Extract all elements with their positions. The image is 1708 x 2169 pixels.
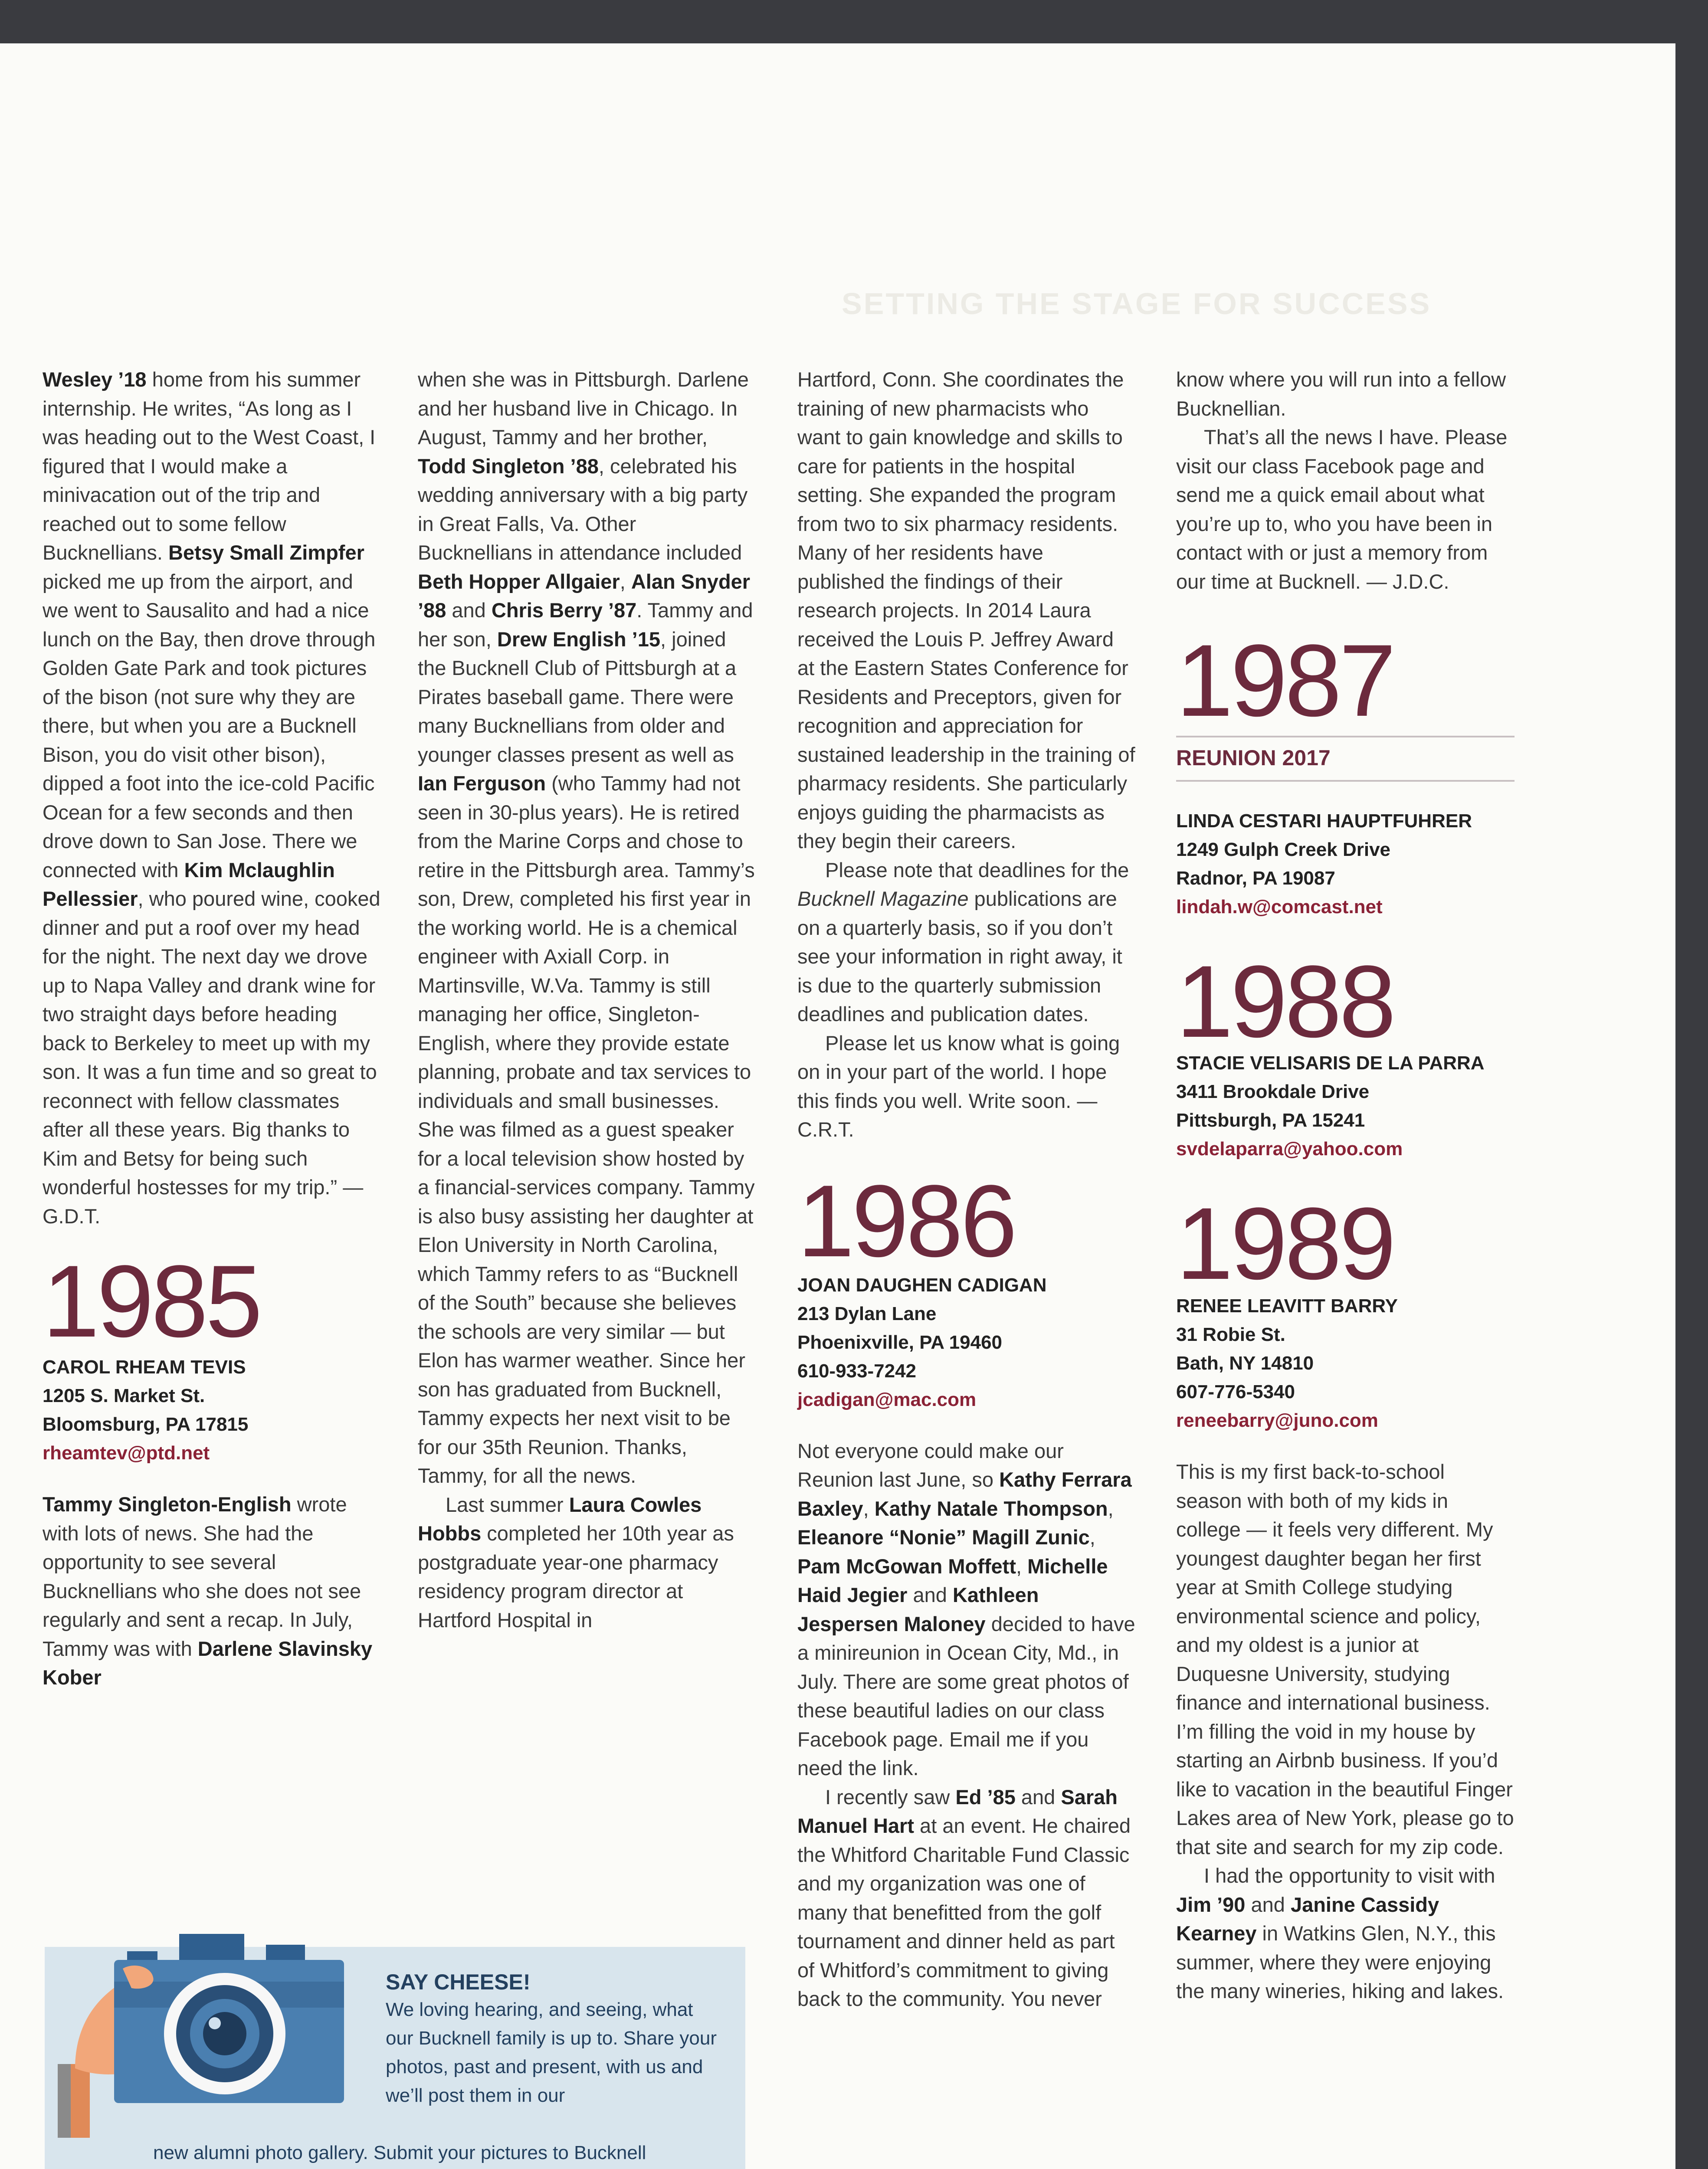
class-note: know where you will run into a fellow Bucknellian. <box>1176 368 1506 420</box>
class-note: This is my first back-to-school season with both of my kids in college — it feels very different. My youngest daughter began her first year at Smith College studying environmental science and policy, and my oldest is a junior at Duquesne University, studying finance and international business. I’m filling the void in my house by starting an Airbnb business. If you’d like to vacation in the beautiful Finger Lakes area of New York, please go to that site and search for my zip code. <box>1176 1460 1514 1858</box>
class-note: Please let us know what is going on in your part of the world. I hope this finds you well. Write soon. — C.R.T. <box>797 1031 1120 1141</box>
class-year-heading: 1987 <box>1176 623 1394 738</box>
class-note: That’s all the news I have. Please visit our class Facebook page and send me a quick email about what you’re up to, who you have been in contact with or just a memory from our time at Bucknell. — J.D.C. <box>1176 426 1508 593</box>
class-note-1984-end: Wesley ’18 home from his summer internship. He writes, “As long as I was heading out to the West Coast, I figured that I would make a minivacation out of the trip and reached out to some fellow Bucknellians. Betsy Small Zimpfer picked me up from the airport, and we went to Sausalito and had a nice lunch on the Bay, then drove through Golden Gate Park and took pictures of the bison (not sure why they are there, but when you are a Bucknell Bison, you do visit other bison), dipped a foot into the ice-cold Pacific Ocean for a few seconds and then drove down to San Jose. There we connected with Kim Mclaughlin Pellessier, who poured wine, cooked dinner and put a roof over my head for the night. The next day we drove up to Napa Valley and drank wine for two straight days before heading back to Berkeley to meet up with my son. It was a fun time and so great to reconnect with fellow classmates after all these years. Big thanks to Kim and Betsy for being such wonderful hostesses for my trip.” — G.D.T. <box>43 368 380 1228</box>
sidebar-text: We loving hearing, and seeing, what our Bucknell family is up to. Share your photos, past and present, with us and we’ll post them in our <box>386 1999 717 2106</box>
class-note: Not everyone could make our Reunion last June, so Kathy Ferrara Baxley, Kathy Natale Thompson, Eleanore “Nonie” Magill Zunic, Pam McGowan Moffett, Michelle Haid Jegier and Kathleen Jespersen Maloney decided to have a minireunion in Ocean City, Md., in July. There are some great photos of these beautiful ladies on our class Facebook page. Email me if you need the link. <box>797 1439 1135 1779</box>
magazine-page <box>0 43 1675 2169</box>
class-note: when she was in Pittsburgh. Darlene and her husband live in Chicago. In August, Tammy and her brother, Todd Singleton ’88, celebrated his wedding anniversary with a big party in Great Falls, Va. Other Bucknellians in attendance included Beth Hopper Allgaier, Alan Snyder ’88 and Chris Berry ’87. Tammy and her son, Drew English ’15, joined the Bucknell Club of Pittsburgh at a Pirates baseball game. There were many Bucknellians from older and younger classes present as well as Ian Ferguson (who Tammy had not seen in 30-plus years). He is retired from the Marine Corps and chose to retire in the Pittsburgh area. Tammy’s son, Drew, completed his first year in the working world. He is a chemical engineer with Axiall Corp. in Martinsville, W.Va. Tammy is still managing her office, Singleton-English, where they provide estate planning, probate and tax services to individuals and small businesses. She was filmed as a guest speaker for a local television show hosted by a financial-services company. Tammy is also busy assisting her daughter at Elon University in North Carolina, which Tammy refers to as “Bucknell of the South” because she believes the schools are very similar — but Elon has warmer weather. Since her son has graduated from Bucknell, Tammy expects her next visit to be for our 35th Reunion. Thanks, Tammy, for all the news. <box>418 368 755 1487</box>
bleed-through-heading: SETTING THE STAGE FOR SUCCESS <box>842 287 1432 321</box>
class-year-heading: 1986 <box>797 1163 1015 1278</box>
say-cheese-sidebar <box>45 1947 745 2169</box>
email-link[interactable]: rheamtev@ptd.net <box>43 1442 210 1464</box>
email-link[interactable]: svdelaparra@yahoo.com <box>1176 1138 1403 1160</box>
email-link[interactable]: lindah.w@comcast.net <box>1176 896 1383 917</box>
sidebar-title: SAY CHEESE! <box>386 1970 531 1994</box>
class-contact: RENEE LEAVITT BARRY 31 Robie St. Bath, NY 14810 607-776-5340 reneebarry@juno.com <box>1176 1292 1515 1435</box>
class-note: Last summer Laura Cowles Hobbs completed her 10th year as postgraduate year-one pharmacy residency program director at Hartford Hospital in <box>418 1493 734 1632</box>
class-note: Tammy Singleton-English wrote with lots of news. She had the opportunity to see several Bucknellians who she does not see regularly and sent a recap. In July, Tammy was with Darlene Slavinsky Kober <box>43 1493 373 1689</box>
class-note: I had the opportunity to visit with Jim ’90 and Janine Cassidy Kearney in Watkins Glen, N.Y., this summer, where they were enjoying the many wineries, hiking and lakes. <box>1176 1864 1504 2002</box>
class-contact: STACIE VELISARIS DE LA PARRA 3411 Brookdale Drive Pittsburgh, PA 15241 svdelaparra@yahoo.com <box>1176 1049 1515 1163</box>
class-year-heading: 1989 <box>1176 1186 1394 1301</box>
email-link[interactable]: jcadigan@mac.com <box>797 1389 977 1410</box>
column-1 <box>43 365 381 1692</box>
column-3 <box>797 365 1136 2014</box>
class-year-heading: 1988 <box>1176 944 1394 1059</box>
sidebar-text-continued: new alumni photo gallery. Submit your pictures to Bucknell <box>153 2142 646 2163</box>
class-note: Please note that deadlines for the Bucknell Magazine publications are on a quarterly basis, so if you don’t see your information in right away, it is due to the quarterly submission deadlines and publication dates. <box>797 858 1129 1026</box>
column-4 <box>1176 365 1515 2006</box>
class-year-heading: 1985 <box>43 1244 260 1359</box>
class-contact: LINDA CESTARI HAUPTFUHRER 1249 Gulph Creek Drive Radnor, PA 19087 lindah.w@comcast.net <box>1176 807 1515 921</box>
column-2 <box>418 365 756 1635</box>
class-note: I recently saw Ed ’85 and Sarah Manuel Hart at an event. He chaired the Whitford Charitable Fund Classic and my organization was one of many that benefitted from the golf tournament and dinner held as part of Whitford’s commitment to giving back to the community. You never <box>797 1785 1131 2010</box>
class-contact: JOAN DAUGHEN CADIGAN 213 Dylan Lane Phoenixville, PA 19460 610-933-7242 jcadigan@mac.com <box>797 1271 1136 1414</box>
class-contact: CAROL RHEAM TEVIS 1205 S. Market St. Bloomsburg, PA 17815 rheamtev@ptd.net <box>43 1353 381 1468</box>
email-link[interactable]: reneebarry@juno.com <box>1176 1410 1378 1431</box>
reunion-label: REUNION 2017 <box>1176 736 1515 782</box>
class-note: Hartford, Conn. She coordinates the training of new pharmacists who want to gain knowledge and skills to care for patients in the hospital setting. She expanded the program from two to six pharmacy residents. Many of her residents have published the findings of their research projects. In 2014 Laura received the Louis P. Jeffrey Award at the Eastern States Conference for Residents and Preceptors, given for recognition and appreciation for sustained leadership in the training of pharmacy residents. She particularly enjoys guiding the pharmacists as they begin their careers. <box>797 368 1135 852</box>
camera-icon <box>58 1921 379 2138</box>
